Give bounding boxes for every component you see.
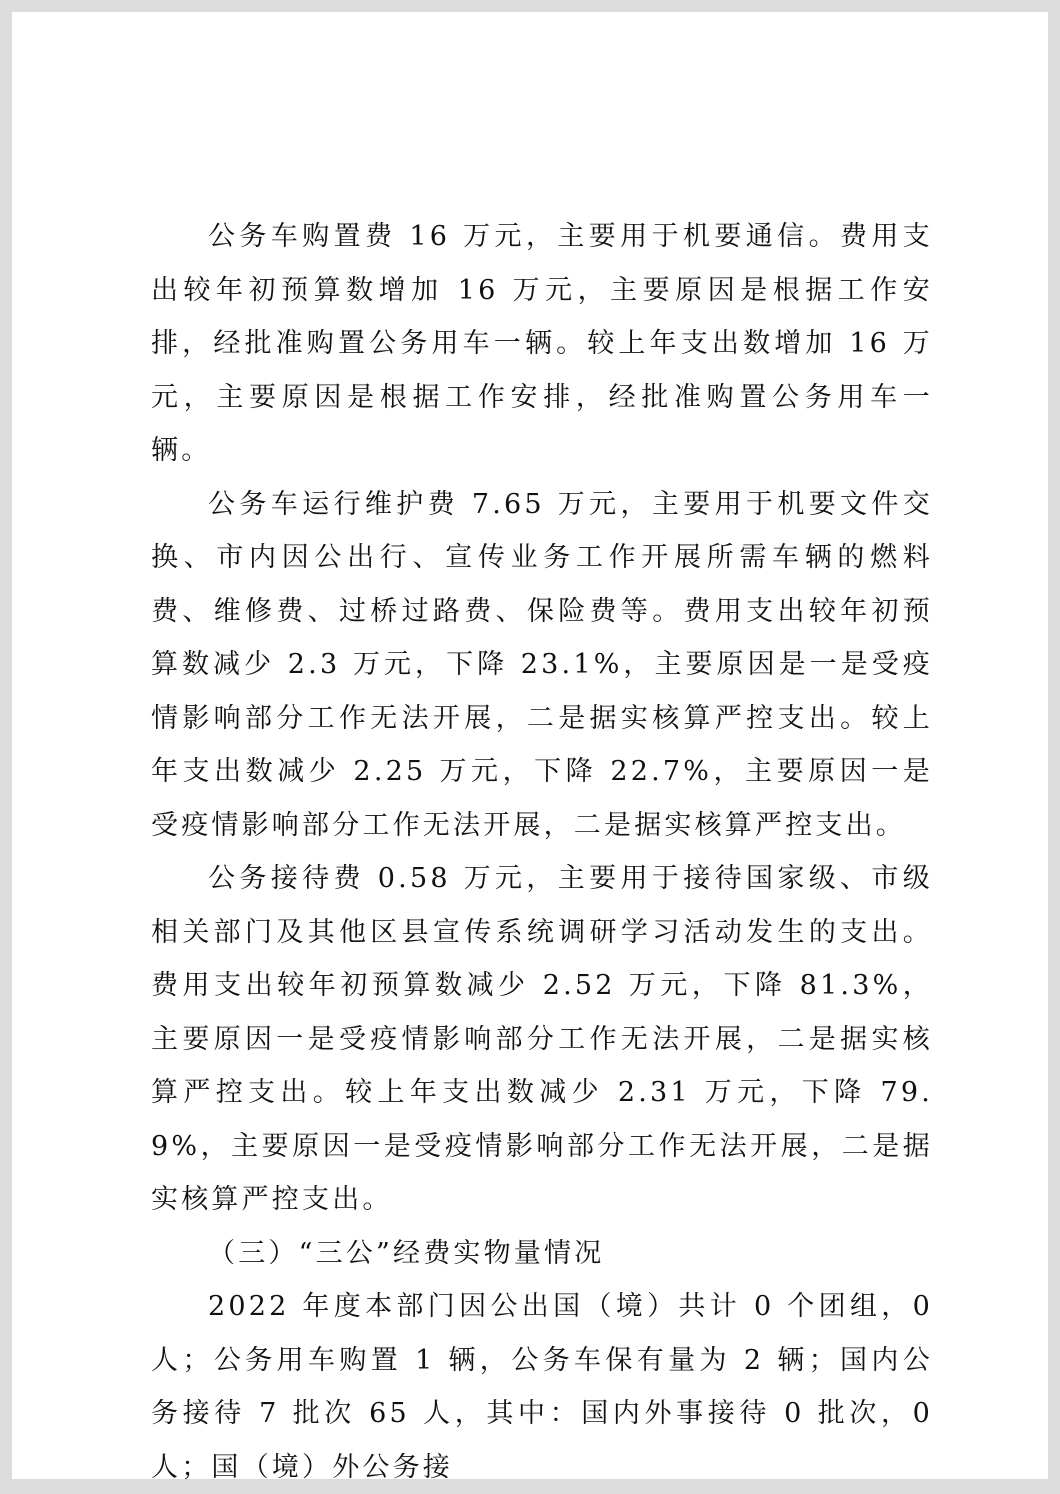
section-heading: （三）“三公”经费实物量情况	[208, 1237, 605, 1269]
paragraph-physical-quantity: 2022 年度本部门因公出国（境）共计 0 个团组，0 人；公务用车购置 1 辆，公务车保有量为 2 辆；国内公务接待 7 批次 65 人，其中：国内外事接待 0 批次，0 人；国（境）外公务接	[151, 1291, 933, 1483]
paragraph-vehicle-purchase: 公务车购置费 16 万元，主要用于机要通信。费用支出较年初预算数增加 16 万元，主要原因是根据工作安排，经批准购置公务用车一辆。较上年支出数增加 16 万元，主要原因是根据工作安排，经批准购置公务用车一辆。	[151, 221, 933, 466]
paragraph-reception-fee: 公务接待费 0.58 万元，主要用于接待国家级、市级相关部门及其他区县宣传系统调研学习活动发生的支出。费用支出较年初预算数减少 2.52 万元，下降 81.3%，主要原因一是受疫情影响部分工作无法开展，二是据实核算严控支出。较上年支出数减少 2.31 万元，下降 79.9%，主要原因一是受疫情影响部分工作无法开展，二是据实核算严控支出。	[151, 863, 933, 1215]
document-page	[12, 12, 1048, 1483]
paragraph-vehicle-maintenance: 公务车运行维护费 7.65 万元，主要用于机要文件交换、市内因公出行、宣传业务工作开展所需车辆的燃料费、维修费、过桥过路费、保险费等。费用支出较年初预算数减少 2.3 万元，下降 23.1%，主要原因是一是受疫情影响部分工作无法开展，二是据实核算严控支出。较上年支出数减少 2.25 万元，下降 22.7%，主要原因一是受疫情影响部分工作无法开展，二是据实核算严控支出。	[151, 488, 933, 841]
document-body	[151, 210, 933, 1494]
